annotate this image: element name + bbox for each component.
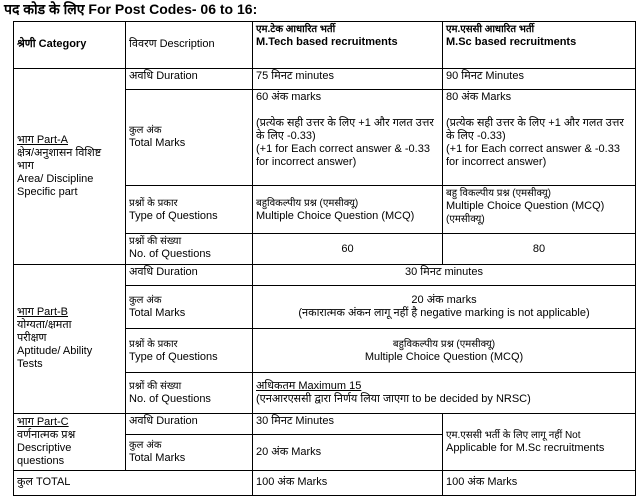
part-c-msc-note: एम.एससी भर्ती के लिए लागू नहीं Not Applicable for M.Sc recruitments <box>443 413 636 470</box>
part-b-label: भाग Part-B <box>17 306 69 319</box>
exam-pattern-table <box>13 21 636 496</box>
part-a-label: भाग Part-A <box>17 133 69 146</box>
part-a-count-mtech: 60 <box>253 234 443 264</box>
part-c-label: भाग Part-C <box>17 415 69 428</box>
part-a-duration-label: अवधि Duration <box>126 68 253 89</box>
part-a-duration-mtech: 75 मिनट minutes <box>253 68 443 89</box>
part-b-marks-label: कुल अंक Total Marks <box>126 285 253 329</box>
part-c-marks-value: 20 अंक Marks <box>253 434 443 470</box>
part-c-duration-label: अवधि Duration <box>126 413 253 434</box>
header-mtech: एम.टेक आधारित भर्ती M.Tech based recruitments <box>253 22 443 69</box>
header-category: श्रेणी Category <box>14 22 126 69</box>
header-description: विवरण Description <box>126 22 253 69</box>
table-header-row <box>14 22 636 69</box>
part-b-marks-value: 20 अंक marks (नकारात्मक अंकन लागू नहीं है negative marking is not applicable) <box>253 285 636 329</box>
part-b-count-label: प्रश्नों की संख्या No. of Questions <box>126 373 253 414</box>
total-row <box>14 470 636 495</box>
part-b-type-value: बहुविकल्पीय प्रश्न (एमसीक्यू) Multiple Choice Question (MCQ) <box>253 329 636 373</box>
part-a-duration-row <box>14 68 636 89</box>
part-c-duration-value: 30 मिनट Minutes <box>253 413 443 434</box>
part-a-duration-msc: 90 मिनट Minutes <box>443 68 636 89</box>
part-b-category-cell: भाग Part-B योग्यता/क्षमता परीक्षण Aptitude/ Ability Tests <box>14 264 126 413</box>
part-a-type-label: प्रश्नों के प्रकार Type of Questions <box>126 185 253 234</box>
part-b-count-value: अधिकतम Maximum 15 (एनआरएससी द्वारा निर्णय लिया जाएगा to be decided by NRSC) <box>253 373 636 414</box>
part-b-duration-label: अवधि Duration <box>126 264 253 285</box>
part-b-duration-value: 30 मिनट minutes <box>253 264 636 285</box>
part-a-marks-msc: 80 अंक Marks (प्रत्येक सही उत्तर के लिए +1 और गलत उत्तर के लिए -0.33) (+1 for Each correct answer & -0.33 for incorrect answer) <box>443 89 636 185</box>
part-a-count-label: प्रश्नों की संख्या No. of Questions <box>126 234 253 264</box>
header-msc: एम.एससी आधारित भर्ती M.Sc based recruitments <box>443 22 636 69</box>
part-a-category-cell: भाग Part-A क्षेत्र/अनुशासन विशिष्ट भाग Area/ Discipline Specific part <box>14 68 126 264</box>
part-c-duration-row <box>14 413 636 434</box>
part-b-type-label: प्रश्नों के प्रकार Type of Questions <box>126 329 253 373</box>
total-msc: 100 अंक Marks <box>443 470 636 495</box>
part-a-marks-mtech: 60 अंक marks (प्रत्येक सही उत्तर के लिए +1 और गलत उत्तर के लिए -0.33) (+1 for Each correct answer & -0.33 for incorrect answer) <box>253 89 443 185</box>
total-label: कुल TOTAL <box>14 470 253 495</box>
part-a-type-mtech: बहुविकल्पीय प्रश्न (एमसीक्यू) Multiple Choice Question (MCQ) <box>253 185 443 234</box>
part-c-category-cell: भाग Part-C वर्णनात्मक प्रश्न Descriptive questions <box>14 413 126 470</box>
page-heading: पद कोड के लिए For Post Codes- 06 to 16: <box>4 1 258 17</box>
part-b-duration-row <box>14 264 636 285</box>
part-a-marks-label: कुल अंक Total Marks <box>126 89 253 185</box>
part-a-count-msc: 80 <box>443 234 636 264</box>
part-a-type-msc: बहु विकल्पीय प्रश्न (एमसीक्यू) Multiple Choice Question (MCQ) (एमसीक्यू) <box>443 185 636 234</box>
total-mtech: 100 अंक Marks <box>253 470 443 495</box>
part-c-marks-label: कुल अंक Total Marks <box>126 434 253 470</box>
